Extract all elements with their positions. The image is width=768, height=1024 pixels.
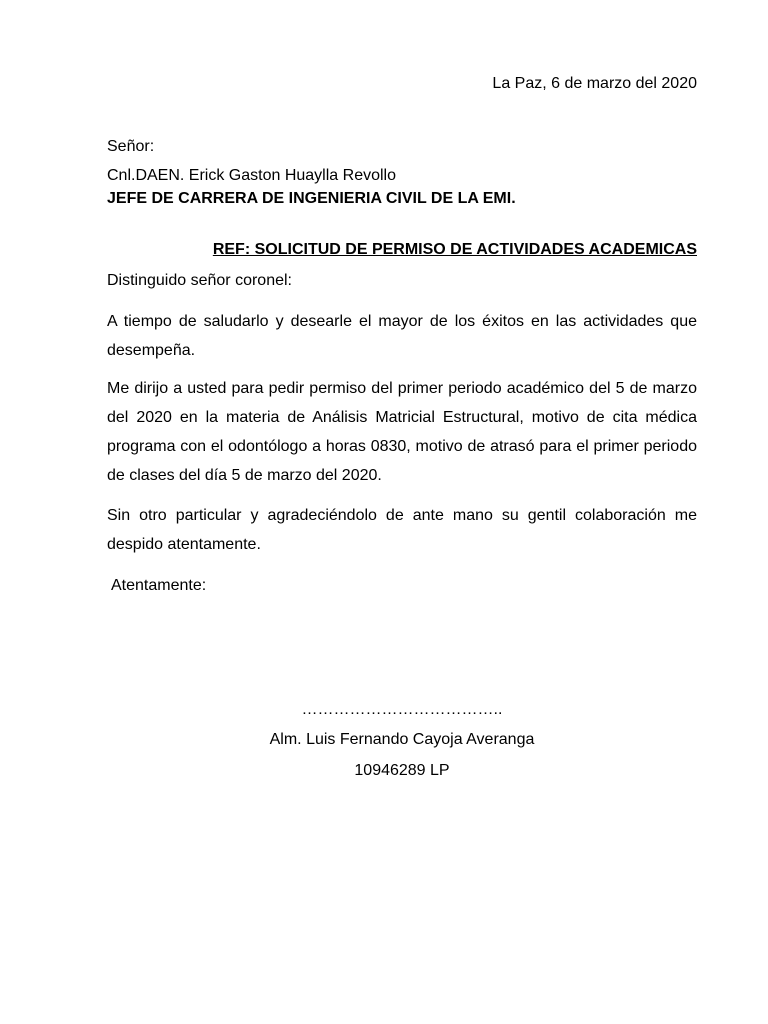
signature-line: ………………………………..: [301, 701, 503, 718]
signer-name: Alm. Luis Fernando Cayoja Averanga: [269, 731, 535, 748]
greeting: Distinguido señor coronel:: [107, 272, 292, 289]
paragraph-3: Sin otro particular y agradeciéndolo de ante mano su gentil colaboración me despido atentamente.: [107, 507, 697, 553]
recipient-position: JEFE DE CARRERA DE INGENIERIA CIVIL DE LA EMI.: [107, 190, 516, 207]
salutation-title: Señor:: [107, 138, 155, 155]
date-line: La Paz, 6 de marzo del 2020: [492, 75, 697, 92]
signer-id: 10946289 LP: [354, 762, 450, 779]
reference-line: REF: SOLICITUD DE PERMISO DE ACTIVIDADES ACADEMICAS: [212, 241, 697, 258]
closing: Atentamente:: [111, 577, 207, 594]
paragraph-1: A tiempo de saludarlo y desearle el mayor de los éxitos en las actividades que desempeña.: [107, 313, 697, 359]
paragraph-2: Me dirijo a usted para pedir permiso del primer periodo académico del 5 de marzo del 2020 en la materia de Análisis Matricial Estructural, motivo de cita médica programa con el odontólogo a horas 0830, motivo de atrasó para el primer periodo de clases del día 5 de marzo del 2020.: [107, 380, 697, 484]
recipient-name: Cnl.DAEN. Erick Gaston Huaylla Revollo: [107, 167, 396, 184]
